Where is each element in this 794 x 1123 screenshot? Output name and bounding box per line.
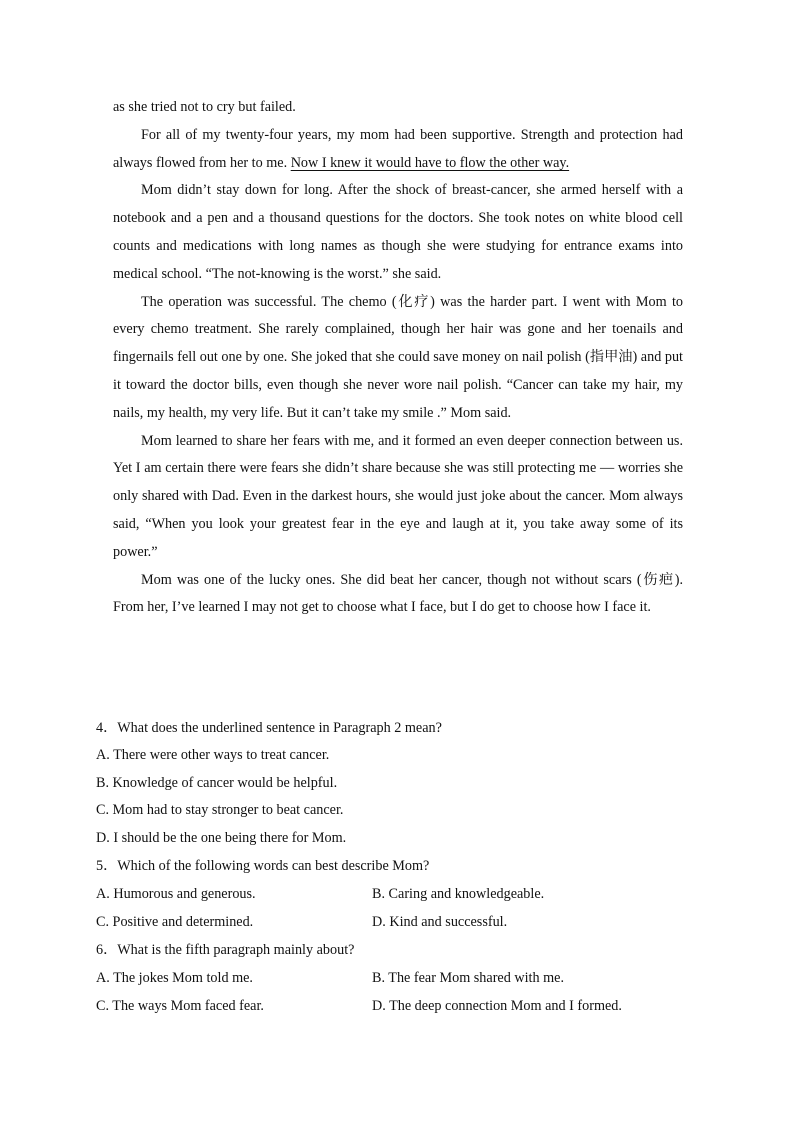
passage-paragraph-2: [113, 122, 683, 178]
option-a: A. The jokes Mom told me.: [96, 970, 253, 986]
question-6: [96, 936, 696, 1020]
option-c: C. Mom had to stay stronger to beat cancer.: [96, 802, 344, 818]
option-b: B. The fear Mom shared with me.: [372, 970, 565, 986]
option-d: D. Kind and successful.: [372, 914, 508, 930]
option-d: D. I should be the one being there for Mom.: [96, 829, 347, 846]
question-4: [96, 714, 696, 852]
option-row: [96, 992, 696, 1020]
question-stem: 5．Which of the following words can best describe Mom?: [96, 858, 430, 874]
option-a: A. There were other ways to treat cancer.: [96, 747, 330, 763]
option-c: C. Positive and determined.: [96, 914, 254, 930]
option-c: C. The ways Mom faced fear.: [96, 998, 264, 1014]
option-row: [96, 880, 696, 908]
option-d: D. The deep connection Mom and I formed.: [372, 998, 622, 1014]
paragraph-2-text: For all of my twenty-four years, my mom had been supportive. Strength and protection had always flowed from her to me.: [113, 126, 683, 171]
reading-passage: [113, 94, 683, 622]
passage-paragraph-1: as she tried not to cry but failed.: [113, 99, 296, 115]
passage-paragraph-4: The operation was successful. The chemo (化疗) was the harder part. I went with Mom to every chemo treatment. She rarely complained, though her hair was gone and her toenails and fingernails fell out one by one. She joked that she could save money on nail polish (指甲油) and put it toward the doctor bills, even though she never wore nail polish. “Cancer can take my hair, my nails, my health, my very life. But it can’t take my smile .” Mom said.: [113, 293, 683, 421]
option-row: [96, 908, 696, 936]
underlined-sentence: Now I knew it would have to flow the other way.: [290, 154, 570, 171]
passage-paragraph-3: Mom didn’t stay down for long. After the shock of breast-cancer, she armed herself with a notebook and a pen and a thousand questions for the doctors. She took notes on white blood cell counts and medications with long names as though she were studying for entrance exams into medical school. “The not-knowing is the worst.” she said.: [113, 182, 683, 282]
passage-paragraph-5: Mom learned to share her fears with me, and it formed an even deeper connection between us. Yet I am certain there were fears she didn’t share because she was still protecting me — worries she only shared with Dad. Even in the darkest hours, she would just joke about the cancer. Mom always said, “When you look your greatest fear in the eye and laugh at it, you take away some of its power.”: [113, 432, 683, 560]
option-b: B. Caring and knowledgeable.: [372, 886, 545, 902]
option-row: [96, 964, 696, 992]
option-b: B. Knowledge of cancer would be helpful.: [96, 774, 338, 791]
question-stem: 4．What does the underlined sentence in Paragraph 2 mean?: [96, 720, 442, 736]
passage-paragraph-6: Mom was one of the lucky ones. She did beat her cancer, though not without scars (伤疤). From her, I’ve learned I may not get to choose what I face, but I do get to choose how I face it.: [113, 571, 683, 616]
option-a: A. Humorous and generous.: [96, 886, 256, 902]
question-stem: 6．What is the fifth paragraph mainly about?: [96, 942, 355, 958]
question-5: [96, 852, 696, 936]
question-section: [96, 714, 696, 1020]
